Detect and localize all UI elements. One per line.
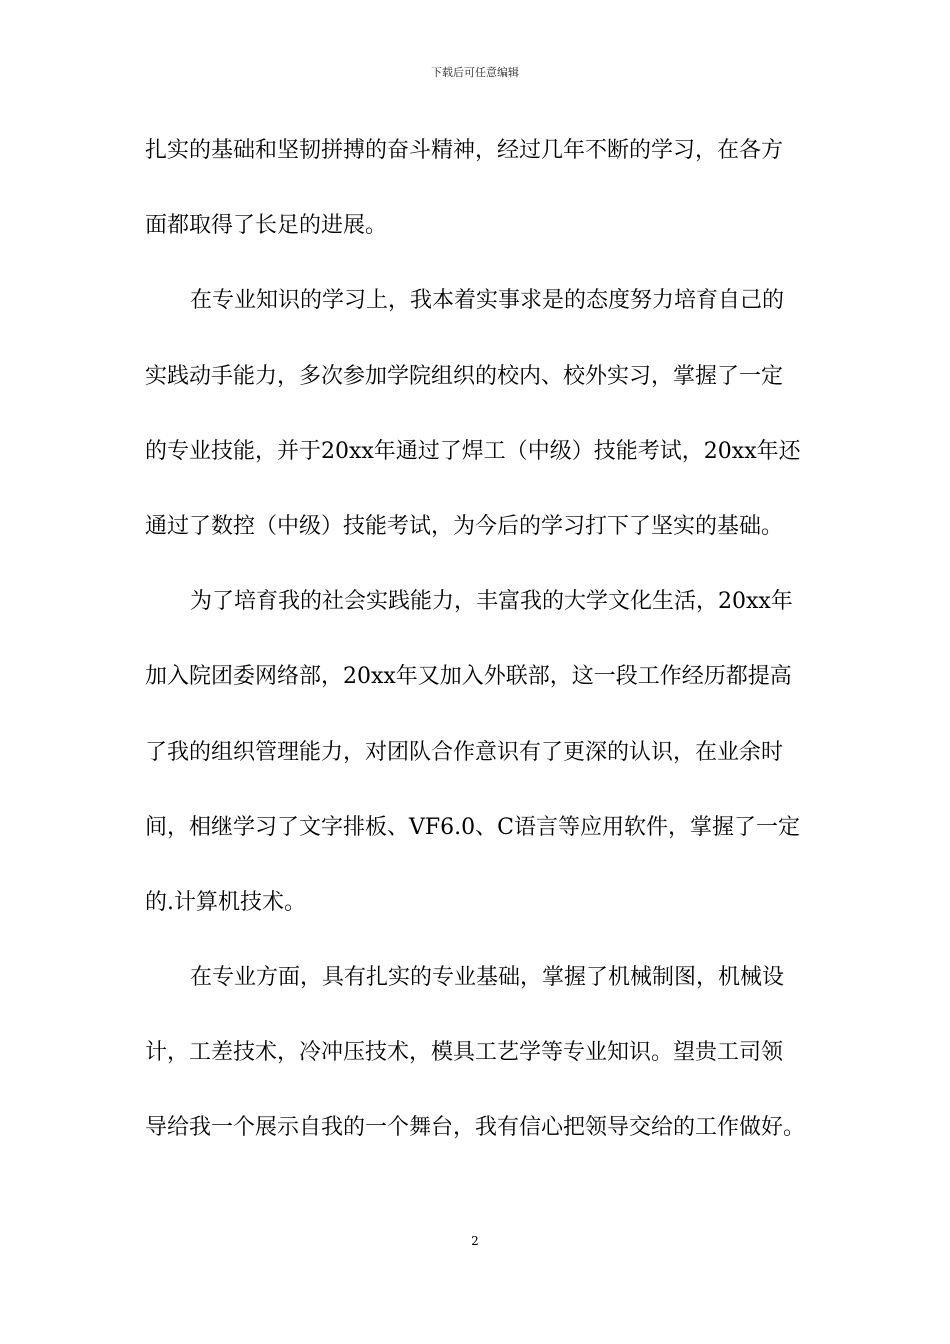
- text-line: 的.计算机技术。: [145, 889, 306, 915]
- document-body: [145, 129, 809, 1182]
- text-line: 通过了数控（中级）技能考试，为今后的学习打下了坚实的基础。: [145, 513, 784, 539]
- text-line: 面都取得了长足的进展。: [145, 213, 388, 239]
- text-line: 扎实的基础和坚韧拼搏的奋斗精神，经过几年不断的学习，在各方: [145, 138, 784, 163]
- text-line: 的专业技能，并于20xx年通过了焊工（中级）技能考试，20xx年还: [145, 438, 801, 464]
- text-line: 加入院团委网络部，20xx年又加入外联部，这一段工作经历都提高: [145, 664, 792, 690]
- text-line: 导给我一个展示自我的一个舞台，我有信心把领导交给的工作做好。: [145, 1115, 806, 1141]
- text-line: 计，工差技术，冷冲压技术，模具工艺学等专业知识。望贵工司领: [145, 1040, 784, 1066]
- text-line: 间，相继学习了文字排板、VF6.0、C语言等应用软件，掌握了一定: [145, 814, 800, 840]
- text-line: 在专业知识的学习上，我本着实事求是的态度努力培育自己的: [190, 288, 785, 314]
- text-line: 实践动手能力，多次参加学院组织的校内、校外实习，掌握了一定: [145, 363, 784, 389]
- page-header: 下载后可任意编辑: [431, 66, 519, 79]
- page-number: 2: [471, 1234, 479, 1248]
- text-line: 在专业方面，具有扎实的专业基础，掌握了机械制图，机械设: [190, 965, 785, 991]
- text-line: 了我的组织管理能力，对团队合作意识有了更深的认识，在业余时: [145, 739, 784, 765]
- text-line: 为了培育我的社会实践能力，丰富我的大学文化生活，20xx年: [190, 589, 793, 615]
